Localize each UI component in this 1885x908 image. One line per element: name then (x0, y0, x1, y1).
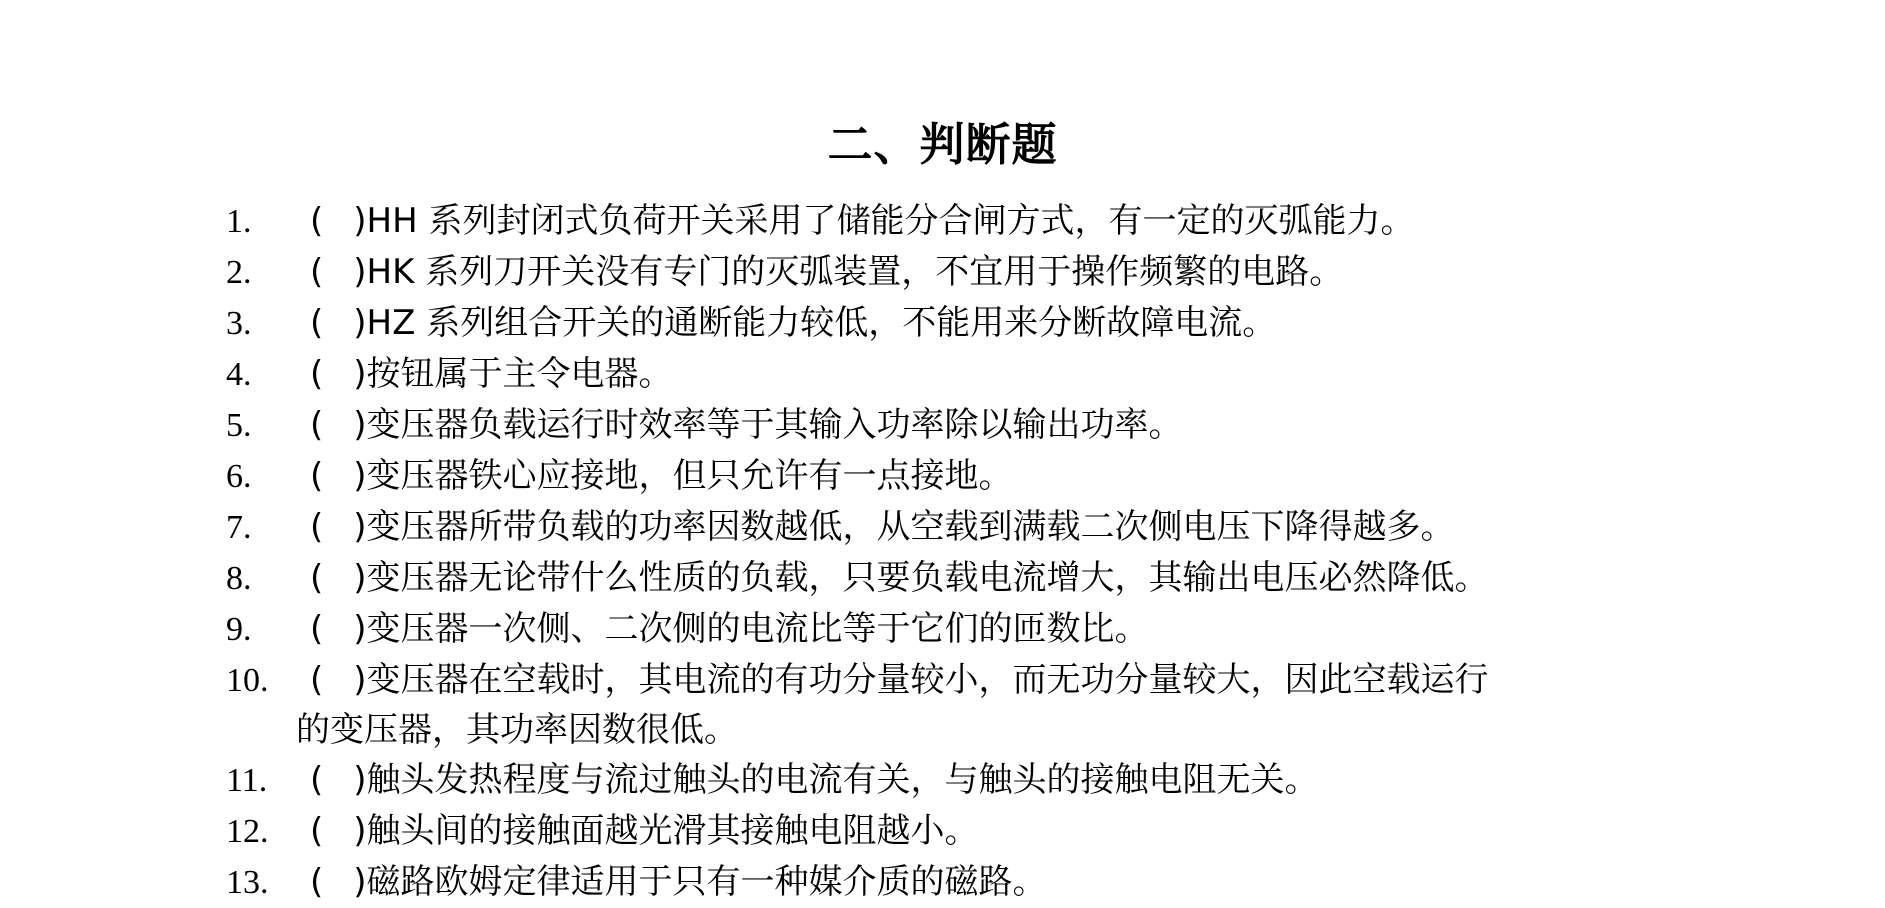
answer-paren-open: ( (310, 507, 324, 547)
question-item (226, 806, 1706, 857)
question-number: 10. (226, 662, 269, 699)
question-body (296, 655, 1706, 755)
question-number: 13. (226, 864, 269, 901)
answer-paren-close: ) (353, 507, 367, 547)
answer-paren-open: ( (310, 252, 324, 292)
answer-paren-open: ( (310, 354, 324, 394)
question-item (226, 451, 1706, 502)
question-number: 11. (226, 762, 268, 799)
answer-paren-close: ) (353, 558, 367, 598)
question-text: 磁路欧姆定律适用于只有一种媒介质的磁路。 (366, 862, 1047, 902)
question-body (310, 755, 1706, 805)
question-body (310, 349, 1706, 399)
question-number: 2. (226, 254, 252, 291)
question-item (226, 604, 1706, 655)
answer-paren-open: ( (310, 811, 324, 851)
question-text: 变压器一次侧、二次侧的电流比等于它们的匝数比。 (366, 609, 1149, 649)
question-text: HK 系列刀开关没有专门的灭弧装置，不宜用于操作频繁的电路。 (366, 252, 1344, 292)
answer-paren-open: ( (310, 558, 324, 598)
question-item (226, 857, 1706, 908)
question-number: 4. (226, 356, 252, 393)
question-text: 变压器无论带什么性质的负载，只要负载电流增大，其输出电压必然降低。 (366, 558, 1489, 598)
question-item (226, 502, 1706, 553)
answer-paren-open: ( (310, 862, 324, 902)
question-text: 触头间的接触面越光滑其接触电阻越小。 (366, 811, 979, 851)
question-body (310, 451, 1706, 501)
question-text: 按钮属于主令电器。 (366, 354, 673, 394)
question-item (226, 755, 1706, 806)
question-text: 变压器所带负载的功率因数越低，从空载到满载二次侧电压下降得越多。 (366, 507, 1455, 547)
answer-paren-open: ( (310, 660, 324, 700)
answer-paren-close: ) (353, 201, 367, 241)
answer-paren-open: ( (310, 760, 324, 800)
answer-paren-close: ) (353, 354, 367, 394)
question-body (310, 247, 1706, 297)
question-text-continuation: 的变压器，其功率因数很低。 (296, 710, 738, 750)
question-text: 变压器负载运行时效率等于其输入功率除以输出功率。 (366, 405, 1183, 445)
question-item (226, 349, 1706, 400)
question-list (226, 196, 1706, 908)
answer-paren-open: ( (310, 456, 324, 496)
question-number: 7. (226, 509, 252, 546)
answer-paren-close: ) (353, 456, 367, 496)
question-item (226, 655, 1706, 755)
question-number: 8. (226, 560, 252, 597)
question-body (310, 553, 1706, 603)
question-text: 触头发热程度与流过触头的电流有关，与触头的接触电阻无关。 (366, 760, 1319, 800)
question-number: 5. (226, 407, 252, 444)
question-item (226, 298, 1706, 349)
question-text: HZ 系列组合开关的通断能力较低，不能用来分断故障电流。 (366, 303, 1277, 343)
question-text: 变压器铁心应接地，但只允许有一点接地。 (366, 456, 1013, 496)
question-body (310, 502, 1706, 552)
answer-paren-close: ) (353, 811, 367, 851)
answer-paren-close: ) (353, 609, 367, 649)
answer-paren-open: ( (310, 609, 324, 649)
answer-paren-close: ) (353, 405, 367, 445)
question-item (226, 247, 1706, 298)
question-number: 12. (226, 813, 269, 850)
answer-paren-open: ( (310, 303, 324, 343)
answer-paren-open: ( (310, 201, 324, 241)
question-item (226, 553, 1706, 604)
question-number: 9. (226, 611, 252, 648)
answer-paren-close: ) (353, 862, 367, 902)
answer-paren-open: ( (310, 405, 324, 445)
answer-paren-close: ) (353, 760, 367, 800)
answer-paren-close: ) (353, 303, 367, 343)
question-text: HH 系列封闭式负荷开关采用了储能分合闸方式，有一定的灭弧能力。 (366, 201, 1415, 241)
question-item (226, 196, 1706, 247)
page-title: 二、判断题 (827, 118, 1058, 171)
question-body (310, 604, 1706, 654)
answer-paren-close: ) (353, 252, 367, 292)
question-item (226, 400, 1706, 451)
question-body (310, 196, 1706, 246)
question-body (310, 400, 1706, 450)
question-number: 6. (226, 458, 252, 495)
question-number: 3. (226, 305, 252, 342)
answer-paren-close: ) (353, 660, 367, 700)
question-body (310, 806, 1706, 856)
question-number: 1. (226, 203, 252, 240)
question-text: 变压器在空载时，其电流的有功分量较小，而无功分量较大，因此空载运行 (366, 660, 1489, 700)
question-body (310, 298, 1706, 348)
